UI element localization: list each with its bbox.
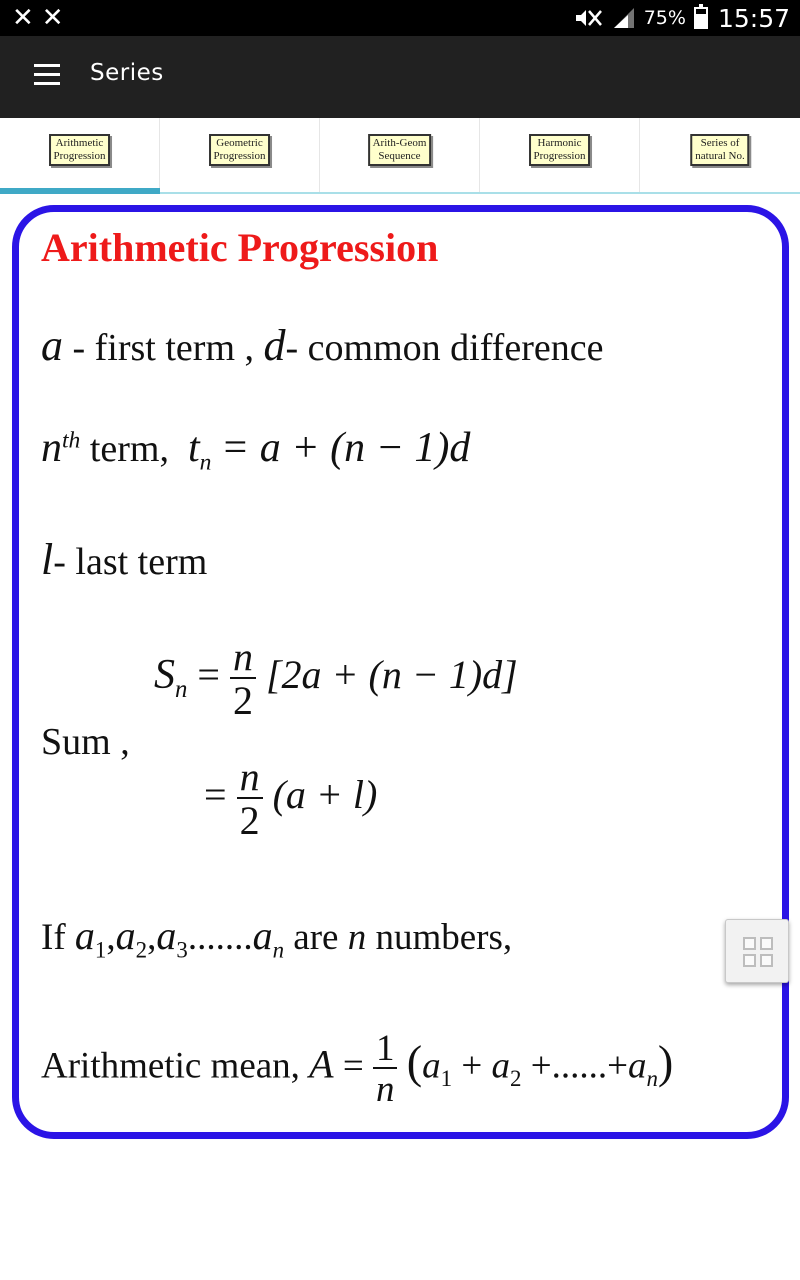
sum-formula-1: $S_n$ = $\frac{n}{2}$ [2a + (n − 1)d] — [154, 634, 518, 723]
var-S: S — [154, 652, 175, 699]
tab-label-line1: Arith-Geom — [372, 137, 427, 149]
var-a: a — [41, 321, 63, 370]
status-bar — [0, 0, 800, 36]
sum-expression-2: (a + l) — [272, 772, 378, 818]
tab-label-line1: Geometric — [216, 137, 263, 149]
tab-label-line1: Series of — [700, 137, 740, 149]
battery-icon — [694, 7, 708, 29]
var-n: n — [347, 917, 367, 958]
var-a2: a — [491, 1045, 510, 1087]
var-a2: a — [115, 913, 136, 958]
t-subscript: n — [199, 449, 212, 476]
clock: 15:57 — [717, 3, 790, 33]
term-text: term, — [89, 428, 169, 470]
arithmetic-mean-label: Arithmetic mean, — [41, 1045, 300, 1087]
tab-chip — [368, 134, 432, 166]
var-a1: a — [422, 1045, 441, 1087]
tab-bar — [0, 118, 800, 194]
tab-arithmetic-progression[interactable] — [0, 118, 160, 192]
var-an: a — [252, 913, 273, 958]
frac-denominator: 2 — [232, 678, 253, 723]
signal-icon — [612, 7, 636, 29]
app-bar — [0, 36, 800, 118]
formula-card — [12, 205, 789, 1139]
subscript-n: n — [646, 1065, 658, 1091]
system-icons — [574, 2, 790, 34]
subscript-n: n — [272, 937, 285, 963]
notification-icons — [12, 5, 64, 31]
app-title: Series — [90, 60, 164, 86]
tab-chip — [690, 134, 749, 166]
frac-denominator: 2 — [239, 798, 260, 843]
var-t: t — [187, 425, 200, 471]
tab-label-line1: Harmonic — [537, 137, 582, 149]
fraction-1-over-n — [373, 1030, 398, 1108]
definition-line — [41, 320, 603, 371]
tab-geometric-progression[interactable] — [160, 118, 320, 192]
tab-chip — [209, 134, 271, 166]
var-d: d — [263, 321, 286, 370]
tab-label-line2: Progression — [533, 150, 586, 162]
var-n: n — [41, 425, 62, 471]
frac-numerator: n — [230, 637, 256, 679]
subscript-2: 2 — [509, 1065, 522, 1091]
first-term-text: - first term , — [72, 327, 255, 369]
menu-icon[interactable] — [30, 64, 66, 90]
battery-level — [696, 14, 706, 28]
numbers-text: numbers, — [375, 917, 513, 958]
tab-chip — [49, 134, 111, 166]
notification-x-icon: ✕ — [12, 3, 34, 33]
notification-x-icon: ✕ — [41, 3, 64, 33]
frac-numerator: n — [237, 757, 263, 799]
subscript-2: 2 — [135, 937, 148, 963]
var-A: A — [309, 1041, 334, 1087]
subscript-3: 3 — [176, 937, 188, 963]
tab-label-line2: Sequence — [378, 150, 421, 162]
S-subscript: n — [175, 676, 188, 704]
nth-term-line — [41, 424, 470, 477]
sum-expression-1: [2a + (n − 1)d] — [265, 652, 518, 698]
tab-label-line2: natural No. — [695, 150, 745, 162]
th-superscript: th — [62, 427, 81, 454]
sum-label: Sum , — [41, 721, 130, 763]
tab-chip — [529, 134, 591, 166]
are-text: are — [293, 917, 339, 958]
if-text: If — [41, 917, 66, 958]
tab-label-line2: Progression — [213, 150, 266, 162]
arithmetic-mean-line: Arithmetic mean, A = $\frac{1}{n}$ $(a_1 + a_2 +......+a_n)$ — [41, 1028, 674, 1110]
tab-label-line2: Progression — [53, 150, 106, 162]
page-title: Arithmetic Progression — [41, 225, 439, 270]
subscript-1: 1 — [440, 1065, 453, 1091]
last-term-line — [41, 534, 207, 585]
var-an: a — [627, 1045, 647, 1087]
tab-harmonic-progression[interactable] — [480, 118, 640, 192]
active-tab-indicator — [0, 188, 160, 194]
fraction-n-over-2 — [237, 754, 263, 843]
sequence-line: If $a_1,a_2,a_3.......a_n$ are n numbers, — [41, 913, 513, 963]
mute-icon — [574, 7, 604, 29]
frac-numerator: 1 — [373, 1030, 398, 1069]
tab-arith-geom-sequence[interactable] — [320, 118, 480, 192]
subscript-1: 1 — [94, 937, 107, 963]
last-term-text: - last term — [53, 541, 208, 583]
fraction-n-over-2 — [230, 634, 256, 723]
tab-series-natural-numbers[interactable] — [640, 118, 800, 192]
var-l: l — [41, 535, 54, 584]
battery-percent: 75% — [643, 7, 686, 29]
sequence-dots: ....... — [187, 917, 253, 958]
nth-term-formula: = a + (n − 1)d — [220, 425, 471, 471]
grid-icon — [743, 937, 773, 967]
frac-denominator: n — [375, 1069, 395, 1110]
tab-label-line1: Arithmetic — [55, 137, 104, 149]
var-a3: a — [156, 913, 177, 958]
grid-view-button[interactable] — [725, 919, 789, 983]
common-difference-text: - common difference — [285, 327, 604, 369]
plus-dots: +......+ — [530, 1045, 628, 1087]
var-a1: a — [74, 913, 95, 958]
sum-formula-2: = $\frac{n}{2}$ (a + l) — [204, 754, 378, 843]
